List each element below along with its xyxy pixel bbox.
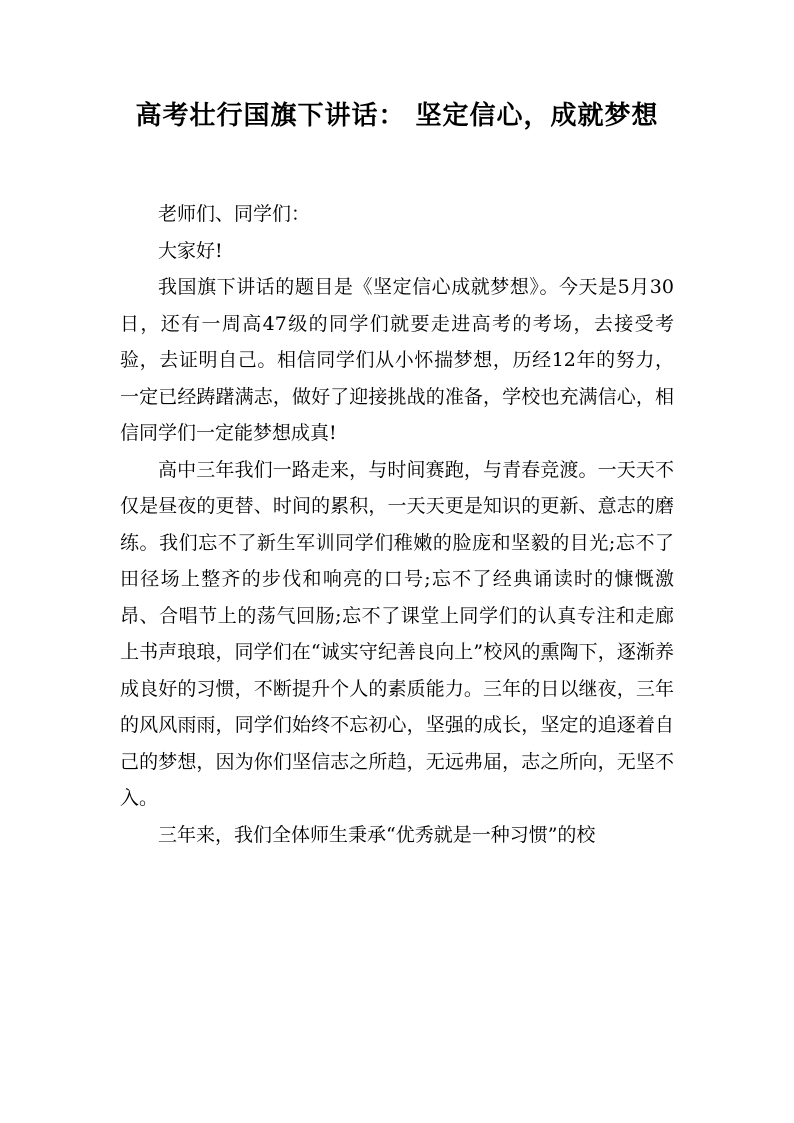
greeting-paragraph: 大家好! [158, 239, 223, 262]
body-paragraph: 高中三年我们一路走来，与时间赛跑，与青春竞渡。一天天不仅是昼夜的更替、时间的累积，一天天更是知识的更新、意志的磨练。我们忘不了新生军训同学们稚嫩的脸庞和坚毅的目光;忘不了田径场上整齐的步伐和响亮的口号;忘不了经典诵读时的慷慨激昂、合唱节上的荡气回肠;忘不了课堂上同学们的认真专注和走廊上书声琅琅，同学们在“诚实守纪善良向上”校风的熏陶下，逐渐养成良好的习惯，不断提升个人的素质能力。三年的日以继夜，三年的风风雨雨，同学们始终不忘初心，坚强的成长，坚定的追逐着自己的梦想，因为你们坚信志之所趋，无远弗届，志之所向，无坚不入。 [120, 458, 674, 809]
salutation-paragraph: 老师们、同学们： [158, 203, 311, 225]
body-paragraph: 三年来，我们全体师生秉承“优秀就是一种习惯”的校 [158, 823, 596, 846]
document-title: 高考壮行国旗下讲话： 坚定信心，成就梦想 [135, 101, 659, 131]
document-body [120, 196, 674, 853]
body-paragraph: 我国旗下讲话的题目是《坚定信心成就梦想》。今天是5月30日，还有一周高47级的同学们就要走进高考的考场，去接受考验，去证明自己。相信同学们从小怀揣梦想，历经12年的努力，一定已经踌躇满志，做好了迎接挑战的准备，学校也充满信心，相信同学们一定能梦想成真! [120, 276, 674, 444]
